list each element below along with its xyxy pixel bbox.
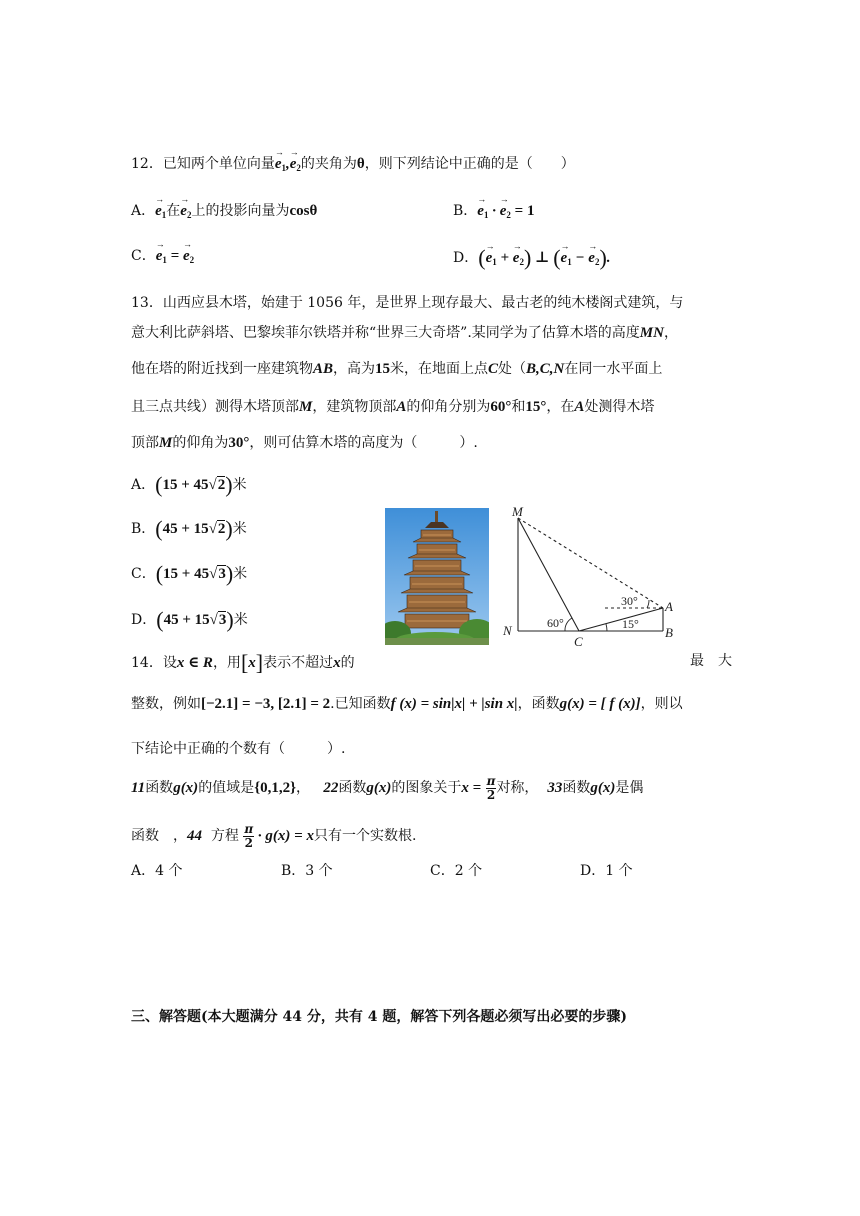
q13-option-b: B．(45 + 15√2)米 xyxy=(131,516,247,541)
label-angle-15: 15° xyxy=(622,617,639,631)
q13-option-a: A．(15 + 45√2)米 xyxy=(131,472,247,497)
q14-statement-4: 函数 ，44 方程 $\frac{\pi}{2}$ · g(x) = x只有一个实数根. xyxy=(131,822,417,850)
wooden-pagoda-photo xyxy=(385,508,489,645)
geometry-diagram xyxy=(500,500,700,650)
q14-option-a: A．4 个 xyxy=(131,863,183,879)
label-angle-30: 30° xyxy=(621,594,638,608)
q12-option-d: D．(→ $e_1$ + → $e_2$) ⊥ (→ $e_1$ − → $e_2$). xyxy=(453,247,611,269)
q14-line-1-tail: 最 大 xyxy=(690,653,732,669)
q13-line-2: 意大利比萨斜塔、巴黎埃菲尔铁塔并称“世界三大奇塔”.某同学为了估算木塔的高度MN， xyxy=(131,325,678,341)
q13-line-5: 顶部M的仰角为30°，则可估算木塔的高度为（ ）. xyxy=(131,435,478,451)
q13-line-1: 13．山西应县木塔，始建于 1056 年，是世界上现存最大、最古老的纯木楼阁式建筑，与 xyxy=(131,295,684,311)
label-b: B xyxy=(665,625,673,640)
q14-option-d: D．1 个 xyxy=(580,863,633,879)
line-mc xyxy=(518,518,579,631)
label-m: M xyxy=(512,504,523,519)
q14-option-b: B．3 个 xyxy=(281,863,333,879)
vectors-e1-e2: → $e_1,\to e_2$ xyxy=(275,156,301,172)
label-a: A xyxy=(665,599,673,614)
dashed-line-ma xyxy=(518,518,663,608)
label-angle-60: 60° xyxy=(547,616,564,630)
label-n: N xyxy=(503,623,512,638)
q12-stem: 12．已知两个单位向量→ $e_1,\to e_2$的夹角为θ，则下列结论中正确的是（ ） xyxy=(131,157,575,173)
angle-arc-30 xyxy=(647,600,649,608)
q13-option-d: D．(45 + 15√3)米 xyxy=(131,607,248,632)
q14-line-2: 整数，例如[−2.1] = −3, [2.1] = 2.已知函数f (x) = sin|x| + |sin x|，函数g(x) = [ f (x)]，则以 xyxy=(131,696,683,712)
q12-option-c: C．→ $e_1$ = → $e_2$ xyxy=(131,249,194,265)
section-3-heading: 三、解答题(本大题满分 44 分，共有 4 题，解答下列各题必须写出必要的步骤) xyxy=(131,1009,627,1025)
q13-line-4: 且三点共线）测得木塔顶部M，建筑物顶部A的仰角分别为60°和15°，在A处测得木塔 xyxy=(131,399,655,415)
q13-line-3: 他在塔的附近找到一座建筑物AB，高为15米，在地面上点C处（B,C,N在同一水平面上 xyxy=(131,361,663,377)
q12-option-b: B．→ $e_1$ · → $e_2 = 1$ xyxy=(453,204,534,220)
label-c: C xyxy=(574,634,583,649)
q14-line-3: 下结论中正确的个数有（ ）. xyxy=(131,741,346,757)
q12-option-a: A．→ $e_1$在→ $e_2$上的投影向量为cosθ xyxy=(131,204,317,220)
q14-statements-1-3: 11函数g(x)的值域是{0,1,2}， 22函数g(x)的图象关于x = $\frac{\pi}{2}$ 对称， 33函数g(x)是偶 xyxy=(131,774,644,802)
q14-option-c: C．2 个 xyxy=(430,863,483,879)
line-ca xyxy=(579,608,663,631)
angle-arc-60 xyxy=(565,618,572,631)
q14-line-1: 14．设x ∈ R，用[x]表示不超过x的 xyxy=(131,650,355,675)
angle-arc-15 xyxy=(606,624,607,631)
q13-option-c: C．(15 + 45√3)米 xyxy=(131,561,248,586)
